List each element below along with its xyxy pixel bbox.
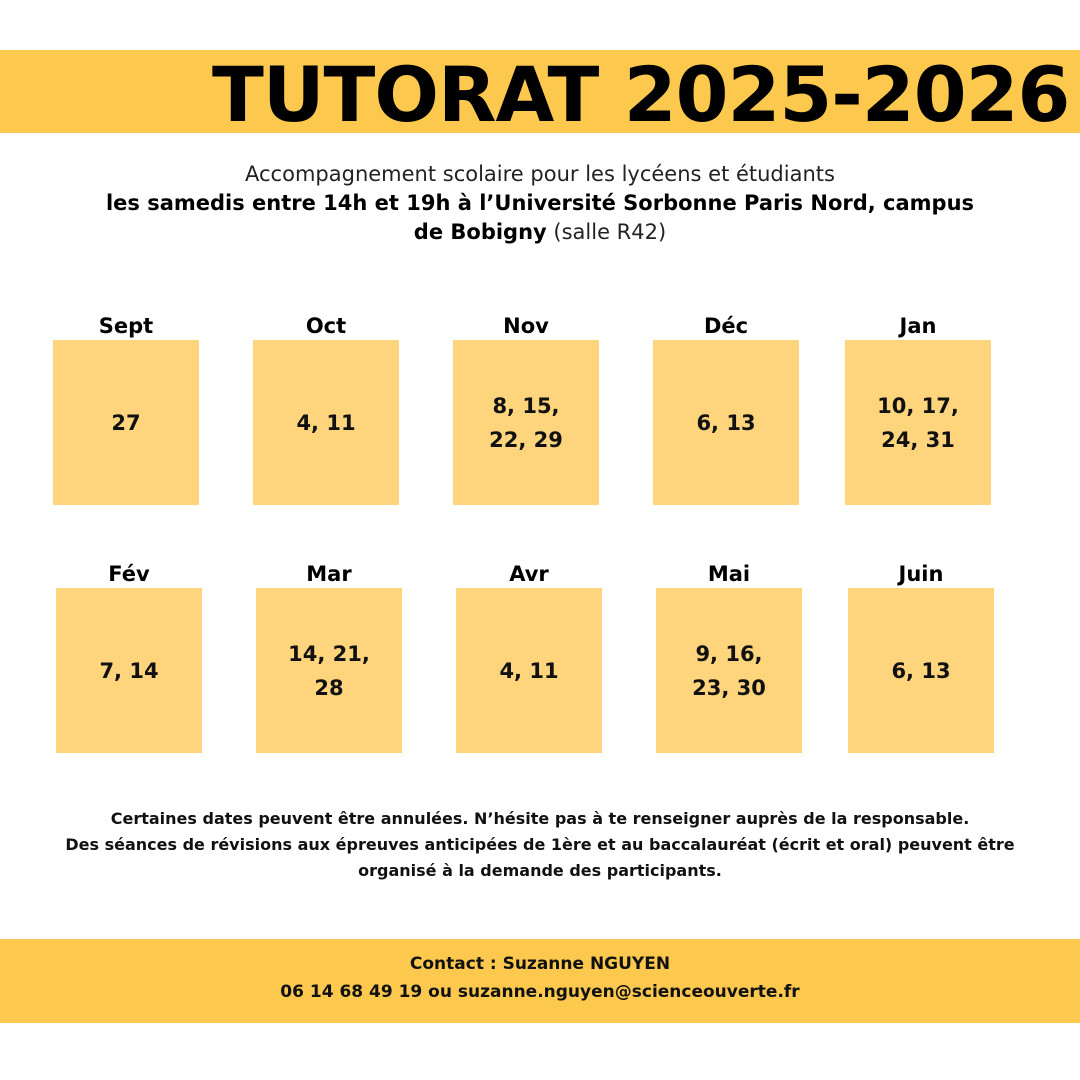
page-title: TUTORAT 2025-2026 xyxy=(212,50,1070,139)
dates-fev: 7, 14 xyxy=(99,658,159,683)
dates-avr: 4, 11 xyxy=(499,658,559,683)
cancellation-note: Certaines dates peuvent être annulées. N’hésite pas à te renseigner auprès de la responsable. xyxy=(110,809,970,828)
schedule-info: les samedis entre 14h et 19h à l’Université Sorbonne Paris Nord, campus de Bobigny xyxy=(105,191,975,244)
revision-note: Des séances de révisions aux épreuves anticipées de 1ère et au baccalauréat (écrit et oral) peuvent être organisé à la demande des participants. xyxy=(65,835,1015,880)
notes-section xyxy=(40,806,1040,884)
contact-name: Contact : Suzanne NGUYEN xyxy=(409,954,671,974)
room-info: (salle R42) xyxy=(553,220,667,244)
month-label-sept: Sept xyxy=(98,314,154,338)
schedule-location xyxy=(90,189,990,247)
month-label-oct: Oct xyxy=(305,314,347,338)
dates-nov: 8, 15, 22, 29 xyxy=(489,393,563,452)
date-box-nov xyxy=(453,340,599,505)
intro-line: Accompagnement scolaire pour les lycéens et étudiants xyxy=(245,162,835,186)
date-box-oct xyxy=(253,340,399,505)
month-label-jan: Jan xyxy=(899,314,937,338)
dates-mar: 14, 21, 28 xyxy=(288,641,370,700)
month-label-mai: Mai xyxy=(707,562,751,586)
date-box-dec xyxy=(653,340,799,505)
contact-details: 06 14 68 49 19 ou suzanne.nguyen@scienceouverte.fr xyxy=(280,982,800,1002)
date-box-juin xyxy=(848,588,994,753)
date-box-mar xyxy=(256,588,402,753)
contact-info xyxy=(0,950,1080,1006)
month-label-fev: Fév xyxy=(108,562,150,586)
month-label-dec: Déc xyxy=(703,314,749,338)
date-box-mai xyxy=(656,588,802,753)
month-label-avr: Avr xyxy=(509,562,549,586)
dates-jan: 10, 17, 24, 31 xyxy=(877,393,959,452)
dates-oct: 4, 11 xyxy=(296,410,356,435)
dates-mai: 9, 16, 23, 30 xyxy=(692,641,766,700)
date-box-avr xyxy=(456,588,602,753)
dates-juin: 6, 13 xyxy=(891,658,951,683)
date-box-sept xyxy=(53,340,199,505)
date-box-fev xyxy=(56,588,202,753)
dates-dec: 6, 13 xyxy=(696,410,756,435)
month-label-juin: Juin xyxy=(898,562,944,586)
month-label-nov: Nov xyxy=(503,314,549,338)
month-label-mar: Mar xyxy=(306,562,352,586)
date-box-jan xyxy=(845,340,991,505)
intro-text xyxy=(90,160,990,247)
dates-sept: 27 xyxy=(111,410,141,435)
